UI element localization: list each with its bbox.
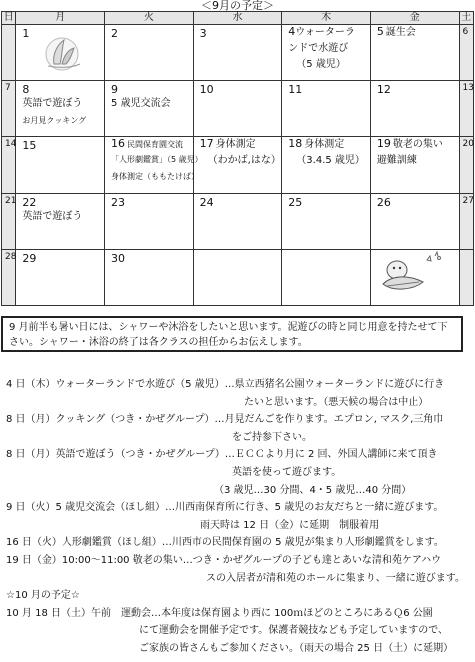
date-cell: 2 — [105, 25, 194, 81]
bird-illustration — [373, 250, 445, 298]
event-line: 雨天時は 12 日（金）に延期 制服着用 — [200, 519, 380, 531]
date-cell: 22 英語で遊ぼう — [16, 194, 105, 250]
page-title: ＜9月の予定＞ — [201, 0, 274, 12]
day-wed: 水 — [193, 12, 282, 25]
week-row — [2, 194, 474, 250]
event-line: 8 日（月）英語で遊ぼう（つき・かぜグループ）…ＥＣＣより月に 2 回、外国人講師に来て頂き — [6, 449, 438, 461]
day-sat: 土 — [459, 12, 473, 25]
sat-cell: 27 — [459, 194, 473, 250]
date-cell: 17 身体測定 （わかば,はな） — [193, 137, 282, 194]
date-cell: 12 — [370, 81, 459, 137]
week-row — [2, 25, 474, 81]
event-line: 9 日（火）5 歳児交流会（ほし組）…川西南保育所に行き、5 歳児のお友だちと一緒に遊びます。 — [6, 502, 444, 514]
date-cell: 3 — [193, 25, 282, 81]
day-fri: 金 — [370, 12, 459, 25]
date-cell: 16 民間保育園交流 「人形劇鑑賞」（5 歳児） 身体測定（ももたけば） — [105, 137, 194, 194]
week-row — [2, 250, 474, 306]
event-line: 16 日（火）人形劇鑑賞（ほし組）…川西市の民間保育園の 5 歳児が集まり人形劇鑑賞をします。 — [6, 537, 444, 549]
week-row — [2, 81, 474, 137]
event-line: 19 日（金）10:00〜11:00 敬老の集い…つき・かぜグループの子ども達とあいな清和苑ケアハウ — [6, 554, 442, 566]
date-cell: 9 5 歳児交流会 — [105, 81, 194, 137]
sat-cell: 20 — [459, 137, 473, 194]
date-cell: 29 — [16, 250, 105, 306]
date-cell: 4ウォーターラ ンドで水遊び （5 歳児） — [282, 25, 371, 81]
event-line: 8 日（月）クッキング（つき・かぜグループ）…月見だんごを作ります。エプロン, マスク,三角巾 — [6, 414, 444, 426]
sat-cell: 6 — [459, 25, 473, 81]
notice-box: 9 月前半も暑い日には、シャワーや沐浴をしたいと思います。泥遊びの時と同じ用意を持たせて下さい。シャワー・沐浴の終了は各クラスの担任からお伝えします。 — [1, 316, 463, 352]
date-cell: 24 — [193, 194, 282, 250]
event-line: （3 歳児…30 分間、4・5 歳児…40 分間） — [214, 484, 412, 496]
sun-cell: 14 — [2, 137, 16, 194]
event-line: ご家族の皆さんもご参加ください。（雨天の場合 25 日（土）に延期） — [139, 642, 454, 654]
day-thu: 木 — [282, 12, 371, 25]
event-line: 4 日（木）ウォーターランドで水遊び（5 歳児）…県立西猪名公園ウォーターランドに遊びに行き — [6, 379, 445, 390]
sun-cell: 28 — [2, 250, 16, 306]
date-cell — [370, 250, 459, 306]
event-line: スの入居者が清和苑のホールに集まり、一緒に遊びます。 — [206, 572, 465, 584]
date-cell: 8 英語で遊ぼう お月見クッキング — [16, 81, 105, 137]
date-cell: 11 — [282, 81, 371, 137]
event-line: 10 月 18 日（土）午前 運動会…本年度は保育園より西に 100ｍほどのところにあるＱ6 公園 — [6, 607, 433, 619]
leaf-illustration — [36, 34, 96, 72]
day-sun: 日 — [2, 12, 16, 25]
date-cell: 15 — [16, 137, 105, 194]
date-cell: 30 — [105, 250, 194, 306]
date-cell — [282, 250, 371, 306]
event-line: をご持参下さい。 — [232, 431, 312, 443]
day-tue: 火 — [105, 12, 194, 25]
weekday-header — [2, 12, 474, 25]
date-cell: 23 — [105, 194, 194, 250]
event-details — [6, 376, 472, 658]
sun-cell: 7 — [2, 81, 16, 137]
date-cell: 26 — [370, 194, 459, 250]
event-line: たいと思います。（悪天候の場合は中止） — [244, 396, 429, 408]
sat-cell: 13 — [459, 81, 473, 137]
section-heading: ☆10 月の予定☆ — [6, 590, 80, 602]
sun-cell — [2, 25, 16, 81]
date-cell: 10 — [193, 81, 282, 137]
date-cell: 25 — [282, 194, 371, 250]
date-cell: 19 敬老の集い 避難訓練 — [370, 137, 459, 194]
date-cell: 5 誕生会 — [370, 25, 459, 81]
event-line: にて運動会を開催予定です。保護者競技なども予定していますので、 — [139, 625, 448, 637]
date-cell — [193, 250, 282, 306]
day-mon: 月 — [16, 12, 105, 25]
date-cell: 18 身体測定 （3.4.5 歳児） — [282, 137, 371, 194]
week-row — [2, 137, 474, 194]
date-cell: 1 — [16, 25, 105, 81]
sun-cell: 21 — [2, 194, 16, 250]
sat-cell — [459, 250, 473, 306]
calendar — [1, 11, 474, 306]
event-line: 英語を使って遊びます。 — [232, 466, 342, 478]
